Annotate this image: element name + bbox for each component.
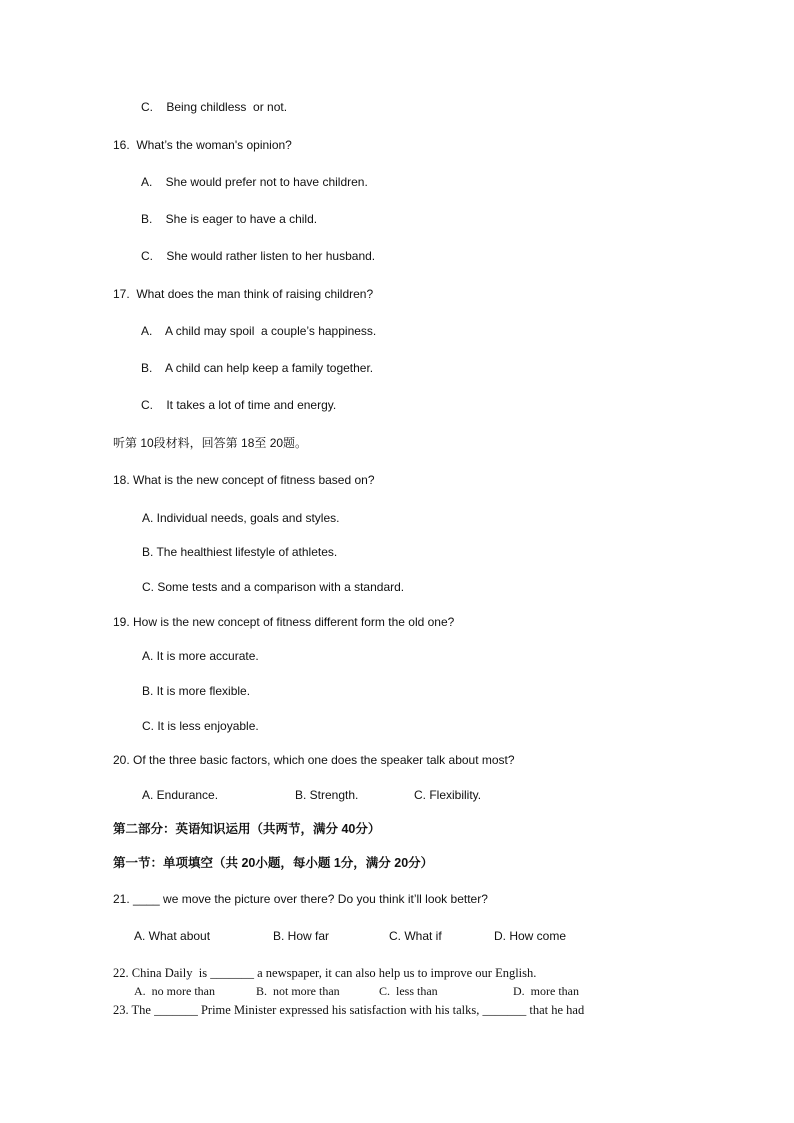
part-2-heading: 第二部分：英语知识运用（共两节，满分 40分）: [113, 822, 381, 836]
q15-option-c: C. Being childless or not.: [141, 100, 288, 114]
q17-option-a: A. A child may spoil a couple’s happiness.: [141, 324, 377, 338]
q16-option-a: A. She would prefer not to have children.: [141, 175, 368, 189]
q22-option-d: D. more than: [513, 984, 579, 998]
q21-option-a: A. What about: [134, 929, 211, 943]
q20-stem: 20. Of the three basic factors, which one does the speaker talk about most?: [113, 753, 515, 767]
q22-option-c: C. less than: [379, 984, 438, 998]
q18-option-a: A. Individual needs, goals and styles.: [142, 511, 340, 525]
q17-option-b: B. A child can help keep a family together.: [141, 361, 374, 375]
section-10-instruction: 听第 10段材料，回答第 18至 20题。: [113, 436, 308, 450]
q18-option-b: B. The healthiest lifestyle of athletes.: [142, 545, 338, 559]
q19-option-a: A. It is more accurate.: [142, 649, 259, 663]
q18-option-c: C. Some tests and a comparison with a standard.: [142, 580, 405, 594]
q16-option-c: C. She would rather listen to her husband.: [141, 249, 376, 263]
q21-stem: 21. ____ we move the picture over there? Do you think it’ll look better?: [113, 892, 488, 906]
q21-option-c: C. What if: [389, 929, 442, 943]
q20-option-b: B. Strength.: [295, 788, 359, 802]
q19-option-c: C. It is less enjoyable.: [142, 719, 259, 733]
q17-option-c: C. It takes a lot of time and energy.: [141, 398, 337, 412]
q21-option-b: B. How far: [273, 929, 330, 943]
q16-stem: 16. What’s the woman's opinion?: [113, 138, 292, 152]
q20-option-c: C. Flexibility.: [414, 788, 482, 802]
q22-option-b: B. not more than: [256, 984, 340, 998]
q21-option-d: D. How come: [494, 929, 567, 943]
q18-stem: 18. What is the new concept of fitness based on?: [113, 473, 375, 487]
q19-stem: 19. How is the new concept of fitness different form the old one?: [113, 615, 455, 629]
q22-stem: 22. China Daily is _______ a newspaper, it can also help us to improve our English.: [113, 966, 537, 980]
q23-stem: 23. The _______ Prime Minister expressed his satisfaction with his talks, _______ that he had: [113, 1003, 585, 1017]
q22-option-a: A. no more than: [134, 984, 215, 998]
q17-stem: 17. What does the man think of raising children?: [113, 287, 374, 301]
q16-option-b: B. She is eager to have a child.: [141, 212, 318, 226]
q20-option-a: A. Endurance.: [142, 788, 219, 802]
section-1-heading: 第一节：单项填空（共 20小题，每小题 1分，满分 20分）: [113, 856, 434, 870]
q19-option-b: B. It is more flexible.: [142, 684, 251, 698]
